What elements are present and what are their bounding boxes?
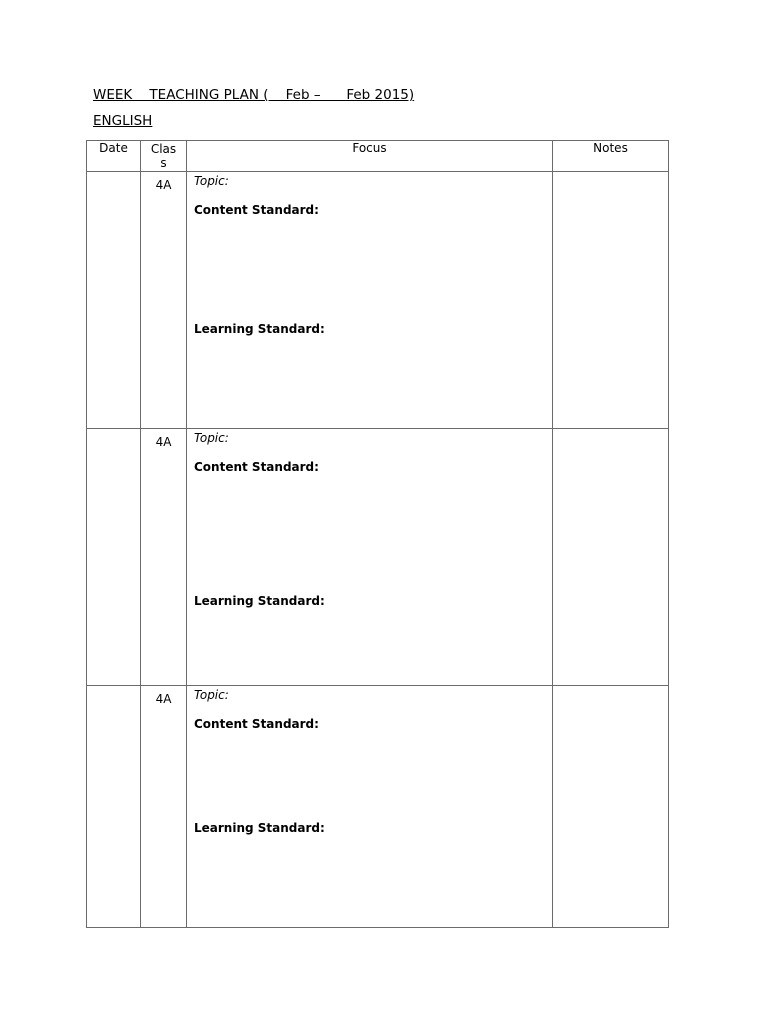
notes-cell bbox=[553, 429, 669, 686]
date-cell bbox=[87, 172, 141, 429]
topic-label: Topic: bbox=[194, 688, 229, 702]
class-cell: 4A bbox=[141, 172, 187, 429]
table-header-row bbox=[87, 141, 669, 172]
header-focus: Focus bbox=[187, 141, 553, 172]
focus-cell bbox=[187, 686, 553, 928]
table-row bbox=[87, 429, 669, 686]
table-row bbox=[87, 172, 669, 429]
header-notes: Notes bbox=[553, 141, 669, 172]
table-row bbox=[87, 686, 669, 928]
topic-label: Topic: bbox=[194, 174, 229, 188]
header-class: Class bbox=[141, 141, 187, 172]
date-cell bbox=[87, 686, 141, 928]
class-cell: 4A bbox=[141, 429, 187, 686]
subject-heading: ENGLISH bbox=[93, 113, 153, 129]
date-cell bbox=[87, 429, 141, 686]
content-standard-label: Content Standard: bbox=[194, 460, 319, 474]
learning-standard-label: Learning Standard: bbox=[194, 594, 325, 608]
class-cell: 4A bbox=[141, 686, 187, 928]
teaching-plan-table bbox=[86, 140, 669, 928]
topic-label: Topic: bbox=[194, 431, 229, 445]
content-standard-label: Content Standard: bbox=[194, 203, 319, 217]
page-title: WEEK TEACHING PLAN ( Feb – Feb 2015) bbox=[93, 87, 415, 103]
focus-cell bbox=[187, 172, 553, 429]
focus-cell bbox=[187, 429, 553, 686]
notes-cell bbox=[553, 686, 669, 928]
learning-standard-label: Learning Standard: bbox=[194, 322, 325, 336]
learning-standard-label: Learning Standard: bbox=[194, 821, 325, 835]
content-standard-label: Content Standard: bbox=[194, 717, 319, 731]
notes-cell bbox=[553, 172, 669, 429]
header-date: Date bbox=[87, 141, 141, 172]
